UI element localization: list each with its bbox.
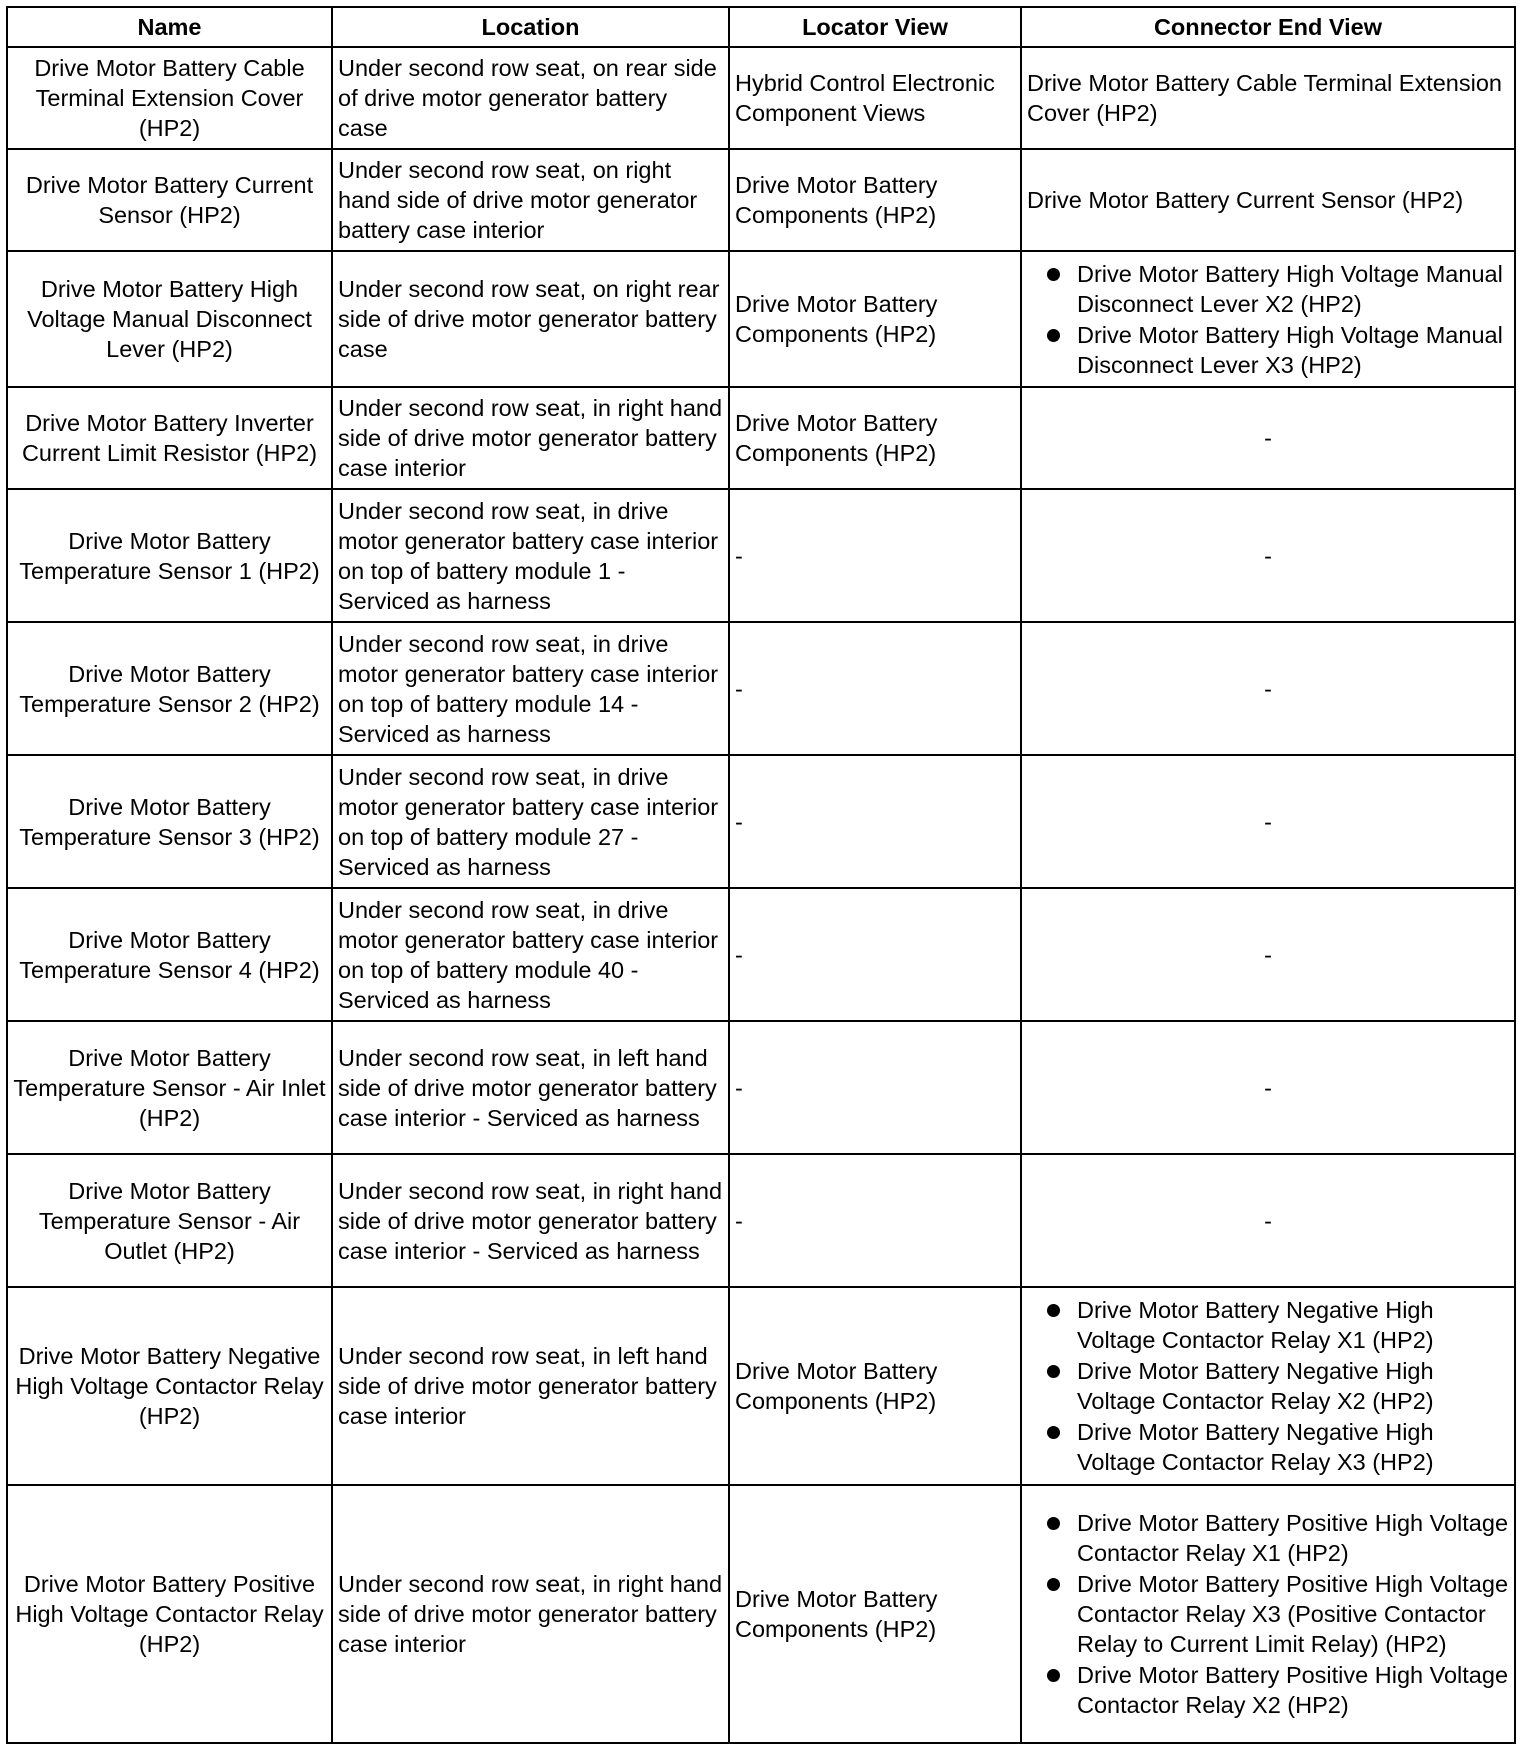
connector-list <box>1027 1295 1509 1477</box>
table-row <box>7 755 1515 888</box>
cell-locator-view: - <box>729 1154 1021 1287</box>
cell-location: Under second row seat, in drive motor generator battery case interior on top of battery module 27 - Serviced as harness <box>332 755 729 888</box>
cell-location: Under second row seat, in right hand side of drive motor generator battery case interior - Serviced as harness <box>332 1154 729 1287</box>
table-row <box>7 489 1515 622</box>
bullet-icon <box>1047 329 1060 342</box>
connector-list-item <box>1027 1660 1509 1720</box>
cell-locator-view: - <box>729 888 1021 1021</box>
connector-list <box>1027 259 1509 380</box>
bullet-icon <box>1047 1578 1060 1591</box>
cell-locator-view: Hybrid Control Electronic Component Views <box>729 47 1021 149</box>
bullet-icon <box>1047 1426 1060 1439</box>
header-locator-view: Locator View <box>729 7 1021 47</box>
table-row <box>7 888 1515 1021</box>
cell-connector-end-view <box>1021 1485 1515 1743</box>
bullet-icon <box>1047 268 1060 281</box>
cell-location: Under second row seat, in drive motor generator battery case interior on top of battery module 1 - Serviced as harness <box>332 489 729 622</box>
cell-connector-end-view: Drive Motor Battery Cable Terminal Extension Cover (HP2) <box>1021 47 1515 149</box>
bullet-icon <box>1047 1517 1060 1530</box>
table-row <box>7 622 1515 755</box>
bullet-icon <box>1047 1669 1060 1682</box>
cell-location: Under second row seat, in left hand side of drive motor generator battery case interior - Serviced as harness <box>332 1021 729 1154</box>
cell-locator-view: Drive Motor Battery Components (HP2) <box>729 1485 1021 1743</box>
cell-name: Drive Motor Battery Current Sensor (HP2) <box>7 149 332 251</box>
connector-list-item <box>1027 1295 1509 1355</box>
connector-list <box>1027 1508 1509 1720</box>
bullet-icon <box>1047 1304 1060 1317</box>
header-location: Location <box>332 7 729 47</box>
cell-connector-end-view: - <box>1021 888 1515 1021</box>
cell-location: Under second row seat, in drive motor generator battery case interior on top of battery module 40 - Serviced as harness <box>332 888 729 1021</box>
cell-location: Under second row seat, on rear side of drive motor generator battery case <box>332 47 729 149</box>
table-row <box>7 1154 1515 1287</box>
cell-name: Drive Motor Battery Temperature Sensor 2 (HP2) <box>7 622 332 755</box>
cell-name: Drive Motor Battery Temperature Sensor - Air Inlet (HP2) <box>7 1021 332 1154</box>
cell-name: Drive Motor Battery Temperature Sensor 3 (HP2) <box>7 755 332 888</box>
cell-name: Drive Motor Battery Temperature Sensor 1 (HP2) <box>7 489 332 622</box>
cell-name: Drive Motor Battery Temperature Sensor 4 (HP2) <box>7 888 332 1021</box>
cell-locator-view: Drive Motor Battery Components (HP2) <box>729 251 1021 387</box>
cell-name: Drive Motor Battery Positive High Voltage Contactor Relay (HP2) <box>7 1485 332 1743</box>
cell-location: Under second row seat, in drive motor generator battery case interior on top of battery module 14 - Serviced as harness <box>332 622 729 755</box>
cell-name: Drive Motor Battery Inverter Current Limit Resistor (HP2) <box>7 387 332 489</box>
connector-item-text: Drive Motor Battery High Voltage Manual Disconnect Lever X2 (HP2) <box>1077 260 1503 317</box>
cell-name: Drive Motor Battery Temperature Sensor - Air Outlet (HP2) <box>7 1154 332 1287</box>
cell-locator-view: - <box>729 755 1021 888</box>
cell-locator-view: Drive Motor Battery Components (HP2) <box>729 1287 1021 1485</box>
component-locator-table <box>6 6 1516 1744</box>
header-row <box>7 7 1515 47</box>
cell-connector-end-view: - <box>1021 1154 1515 1287</box>
table-row <box>7 47 1515 149</box>
cell-connector-end-view <box>1021 251 1515 387</box>
cell-locator-view: Drive Motor Battery Components (HP2) <box>729 387 1021 489</box>
header-connector-end-view: Connector End View <box>1021 7 1515 47</box>
connector-item-text: Drive Motor Battery Positive High Voltage Contactor Relay X2 (HP2) <box>1077 1662 1509 1718</box>
cell-location: Under second row seat, on right rear side of drive motor generator battery case <box>332 251 729 387</box>
table-row <box>7 1485 1515 1743</box>
table-row <box>7 149 1515 251</box>
cell-connector-end-view: - <box>1021 755 1515 888</box>
connector-list-item <box>1027 1417 1509 1477</box>
connector-list-item <box>1027 1508 1509 1568</box>
bullet-icon <box>1047 1365 1060 1378</box>
cell-location: Under second row seat, in left hand side of drive motor generator battery case interior <box>332 1287 729 1485</box>
cell-locator-view: - <box>729 489 1021 622</box>
connector-item-text: Drive Motor Battery Negative High Voltage Contactor Relay X2 (HP2) <box>1077 1358 1434 1414</box>
table-row <box>7 1287 1515 1485</box>
cell-connector-end-view: - <box>1021 489 1515 622</box>
cell-name: Drive Motor Battery Cable Terminal Extension Cover (HP2) <box>7 47 332 149</box>
cell-connector-end-view <box>1021 1287 1515 1485</box>
cell-locator-view: - <box>729 1021 1021 1154</box>
table-row <box>7 251 1515 387</box>
cell-name: Drive Motor Battery High Voltage Manual Disconnect Lever (HP2) <box>7 251 332 387</box>
connector-list-item <box>1027 259 1509 319</box>
cell-location: Under second row seat, on right hand side of drive motor generator battery case interior <box>332 149 729 251</box>
cell-location: Under second row seat, in right hand side of drive motor generator battery case interior <box>332 1485 729 1743</box>
connector-item-text: Drive Motor Battery High Voltage Manual Disconnect Lever X3 (HP2) <box>1077 321 1503 378</box>
table-row <box>7 387 1515 489</box>
connector-list-item <box>1027 1356 1509 1416</box>
cell-connector-end-view: Drive Motor Battery Current Sensor (HP2) <box>1021 149 1515 251</box>
cell-locator-view: Drive Motor Battery Components (HP2) <box>729 149 1021 251</box>
connector-item-text: Drive Motor Battery Positive High Voltage Contactor Relay X3 (Positive Contactor Relay to Current Limit Relay) (HP2) <box>1077 1571 1509 1657</box>
connector-item-text: Drive Motor Battery Negative High Voltage Contactor Relay X3 (HP2) <box>1077 1419 1434 1475</box>
cell-location: Under second row seat, in right hand side of drive motor generator battery case interior <box>332 387 729 489</box>
connector-list-item <box>1027 320 1509 380</box>
cell-connector-end-view: - <box>1021 1021 1515 1154</box>
cell-name: Drive Motor Battery Negative High Voltage Contactor Relay (HP2) <box>7 1287 332 1485</box>
header-name: Name <box>7 7 332 47</box>
table-row <box>7 1021 1515 1154</box>
cell-locator-view: - <box>729 622 1021 755</box>
cell-connector-end-view: - <box>1021 622 1515 755</box>
connector-list-item <box>1027 1569 1509 1659</box>
component-locator-table-wrapper <box>6 6 1514 1744</box>
connector-item-text: Drive Motor Battery Positive High Voltage Contactor Relay X1 (HP2) <box>1077 1510 1509 1566</box>
connector-item-text: Drive Motor Battery Negative High Voltage Contactor Relay X1 (HP2) <box>1077 1297 1434 1353</box>
cell-connector-end-view: - <box>1021 387 1515 489</box>
